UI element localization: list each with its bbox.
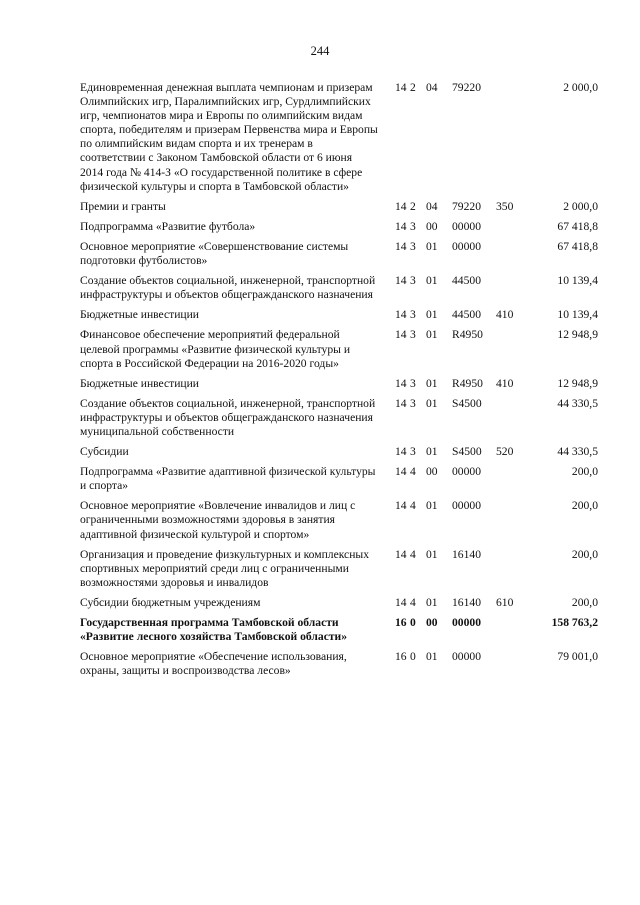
code-activity: 01 <box>426 328 438 342</box>
row-amount: 79 001,0 <box>557 650 598 664</box>
table-row <box>0 397 640 439</box>
code-section: 14 <box>395 396 407 410</box>
code-section: 14 <box>395 595 407 609</box>
code-direction: 00000 <box>452 239 481 253</box>
code-activity: 01 <box>426 376 438 390</box>
code-subprogram: 3 <box>410 239 416 253</box>
code-activity: 04 <box>426 199 438 213</box>
table-row <box>0 616 640 644</box>
code-activity: 01 <box>426 547 438 561</box>
row-amount: 67 418,8 <box>557 219 598 233</box>
code-direction: 00000 <box>452 499 481 513</box>
code-direction: R4950 <box>452 376 483 390</box>
page-number: 244 <box>310 44 330 58</box>
code-activity: 01 <box>426 650 438 664</box>
row-name: Бюджетные инвестиции <box>80 376 200 390</box>
row-amount: 2 000,0 <box>563 199 598 213</box>
code-subprogram: 4 <box>410 595 416 609</box>
code-direction: 00000 <box>452 616 481 629</box>
code-section: 14 <box>395 239 407 253</box>
code-expense-type: 350 <box>496 199 514 213</box>
code-expense-type: 410 <box>496 376 514 390</box>
code-section: 14 <box>395 199 407 213</box>
code-expense-type: 520 <box>496 445 514 459</box>
row-amount: 200,0 <box>571 547 598 561</box>
code-subprogram: 2 <box>410 81 416 94</box>
code-subprogram: 3 <box>410 219 416 233</box>
row-amount: 12 948,9 <box>557 328 598 342</box>
code-activity: 00 <box>426 219 438 233</box>
row-name: Бюджетные инвестиции <box>80 308 200 322</box>
row-amount: 10 139,4 <box>557 308 598 322</box>
code-section: 14 <box>395 445 407 459</box>
code-activity: 01 <box>426 274 438 288</box>
code-direction: S4500 <box>452 445 482 459</box>
row-name: Создание объектов социальной, инженерной, транспортной инфраструктуры и объектов общегражданского назначения муниципальной собственности <box>80 396 376 438</box>
code-section: 16 <box>395 650 407 664</box>
code-direction: 44500 <box>452 308 481 322</box>
row-amount: 2 000,0 <box>563 81 598 94</box>
row-amount: 67 418,8 <box>557 239 598 253</box>
code-subprogram: 3 <box>410 328 416 342</box>
row-amount: 44 330,5 <box>557 396 598 410</box>
row-name: Премии и гранты <box>80 199 166 213</box>
code-direction: 79220 <box>452 199 481 213</box>
code-section: 14 <box>395 81 407 94</box>
row-name: Основное мероприятие «Обеспечение использования, охраны, защиты и воспроизводства лесов» <box>80 650 347 678</box>
code-direction: 00000 <box>452 465 481 479</box>
code-activity: 01 <box>426 499 438 513</box>
table-row <box>0 328 640 370</box>
table-row <box>0 650 640 678</box>
code-activity: 00 <box>426 465 438 479</box>
row-name: Подпрограмма «Развитие адаптивной физической культуры и спорта» <box>80 465 376 493</box>
row-name: Организация и проведение физкультурных и комплексных спортивных мероприятий среди лиц с ограниченными возможностями здоровья и инвалидов <box>80 547 369 589</box>
code-section: 14 <box>395 376 407 390</box>
table-row <box>0 308 640 322</box>
code-direction: S4500 <box>452 396 482 410</box>
table-row <box>0 240 640 268</box>
code-expense-type: 610 <box>496 595 514 609</box>
budget-table <box>0 81 640 684</box>
code-subprogram: 0 <box>410 650 416 664</box>
row-amount: 200,0 <box>571 499 598 513</box>
code-direction: R4950 <box>452 328 483 342</box>
row-name: Создание объектов социальной, инженерной, транспортной инфраструктуры и объектов общегражданского назначения <box>80 274 376 302</box>
table-row <box>0 596 640 610</box>
row-name: Единовременная денежная выплата чемпионам и призерам Олимпийских игр, Паралимпийских игр, Сурдлимпийских игр, чемпионатов мира и Европы по олимпийским видам спорта, победителям и призерам Первенства мира и Европы по олимпийским видам спорта и их тренерам в соответствии с Законом Тамбовской области от 6 июня 2014 года № 414-З «О государственной политике в сфере физической культуры и спорта в Тамбовской области» <box>80 81 378 193</box>
code-activity: 01 <box>426 445 438 459</box>
row-name: Подпрограмма «Развитие футбола» <box>80 219 256 233</box>
code-activity: 01 <box>426 239 438 253</box>
table-row <box>0 377 640 391</box>
table-row <box>0 200 640 214</box>
code-subprogram: 2 <box>410 199 416 213</box>
code-activity: 04 <box>426 81 438 94</box>
code-direction: 16140 <box>452 547 481 561</box>
code-direction: 79220 <box>452 81 481 94</box>
row-amount: 200,0 <box>571 465 598 479</box>
code-direction: 44500 <box>452 274 481 288</box>
code-activity: 00 <box>426 616 438 629</box>
code-subprogram: 3 <box>410 376 416 390</box>
code-subprogram: 4 <box>410 499 416 513</box>
code-section: 14 <box>395 547 407 561</box>
row-amount: 10 139,4 <box>557 274 598 288</box>
row-amount: 200,0 <box>571 595 598 609</box>
code-subprogram: 3 <box>410 445 416 459</box>
row-name: Основное мероприятие «Вовлечение инвалидов и лиц с ограниченными возможностями здоровья в занятия адаптивной физической культурой и спортом» <box>80 499 356 541</box>
table-row <box>0 548 640 590</box>
code-expense-type: 410 <box>496 308 514 322</box>
row-name: Финансовое обеспечение мероприятий федеральной целевой программы «Развитие физической культуры и спорта в Российской Федерации на 2016-2020 годы» <box>80 328 351 370</box>
code-activity: 01 <box>426 396 438 410</box>
code-subprogram: 3 <box>410 396 416 410</box>
code-section: 16 <box>395 616 407 629</box>
code-section: 14 <box>395 219 407 233</box>
code-subprogram: 0 <box>410 616 416 629</box>
code-section: 14 <box>395 328 407 342</box>
row-amount: 12 948,9 <box>557 376 598 390</box>
table-row <box>0 220 640 234</box>
row-name: Государственная программа Тамбовской области «Развитие лесного хозяйства Тамбовской области» <box>80 616 348 644</box>
code-direction: 16140 <box>452 595 481 609</box>
code-subprogram: 3 <box>410 308 416 322</box>
code-activity: 01 <box>426 308 438 322</box>
row-amount: 158 763,2 <box>551 616 598 629</box>
code-section: 14 <box>395 499 407 513</box>
row-amount: 44 330,5 <box>557 445 598 459</box>
code-direction: 00000 <box>452 219 481 233</box>
table-row <box>0 81 640 194</box>
row-name: Субсидии бюджетным учреждениям <box>80 595 261 609</box>
table-row <box>0 445 640 459</box>
row-name: Основное мероприятие «Совершенствование системы подготовки футболистов» <box>80 239 349 268</box>
table-row <box>0 465 640 493</box>
code-section: 14 <box>395 465 407 479</box>
table-row <box>0 274 640 302</box>
code-subprogram: 4 <box>410 465 416 479</box>
code-activity: 01 <box>426 595 438 609</box>
code-subprogram: 4 <box>410 547 416 561</box>
code-section: 14 <box>395 274 407 288</box>
row-name: Субсидии <box>80 445 129 459</box>
code-subprogram: 3 <box>410 274 416 288</box>
code-direction: 00000 <box>452 650 481 664</box>
code-section: 14 <box>395 308 407 322</box>
table-row <box>0 499 640 541</box>
